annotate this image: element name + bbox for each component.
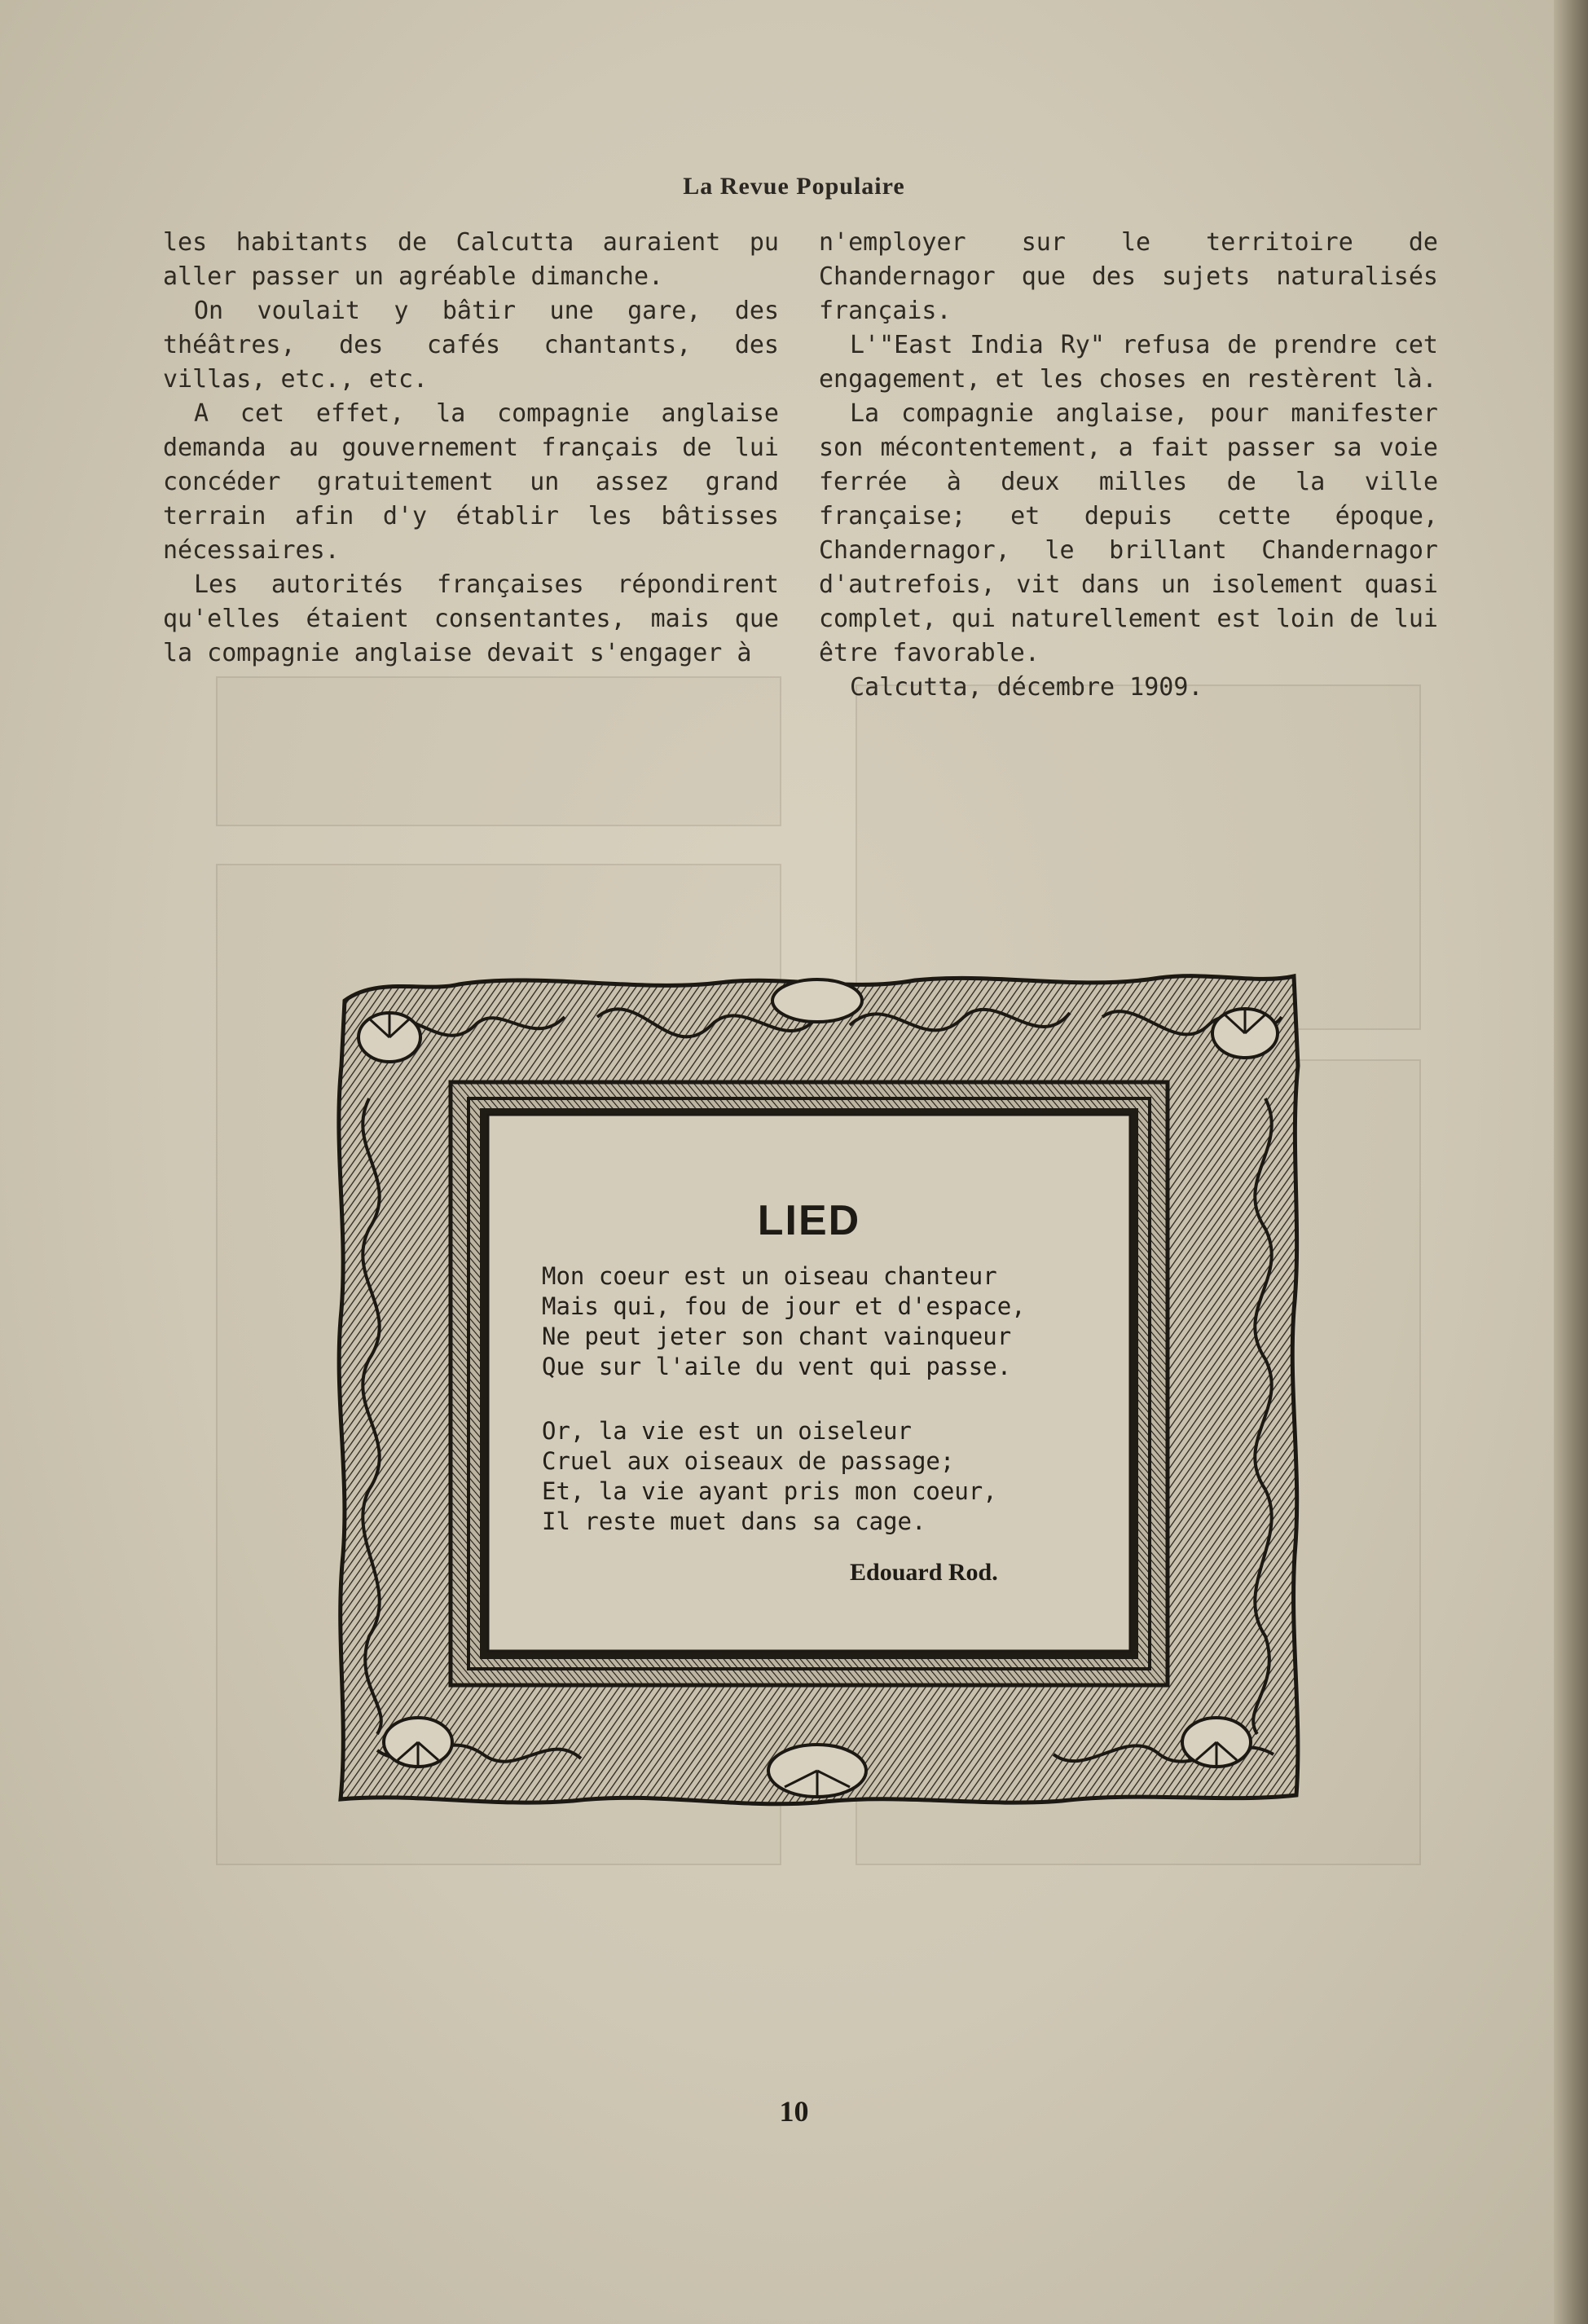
paragraph: L'"East India Ry" refusa de prendre cet engagement, et les choses en restèrent là. (819, 331, 1438, 394)
poem-author: Edouard Rod. (850, 1559, 998, 1586)
paragraph: n'employer sur le territoire de Chandernagor que des sujets naturalisés français. (819, 228, 1438, 325)
paragraph: Les autorités françaises répondirent qu'elles étaient consentantes, mais que la compagnie anglaise devait s'engager à (163, 570, 779, 667)
dateline: Calcutta, décembre 1909. (850, 673, 1203, 702)
poem-title: LIED (757, 1197, 861, 1244)
page-edge-shadow (1554, 0, 1588, 2324)
poem-line: Il reste muet dans sa cage. (542, 1508, 926, 1535)
paragraph: On voulait y bâtir une gare, des théâtres, des cafés chantants, des villas, etc., etc. (163, 297, 779, 394)
ornate-picture-frame (328, 968, 1306, 1809)
poem-line: Ne peut jeter son chant vainqueur (542, 1323, 1012, 1350)
poem-line: Cruel aux oiseaux de passage; (542, 1447, 955, 1475)
running-title: La Revue Populaire (683, 173, 905, 200)
paragraph: A cet effet, la compagnie anglaise demanda au gouvernement français de lui concéder gratuitement un assez grand terrain afin d'y établir les bâtisses nécessaires. (163, 399, 779, 565)
poem-line: Que sur l'aile du vent qui passe. (542, 1353, 1012, 1380)
article-left-column (163, 226, 779, 671)
paragraph: La compagnie anglaise, pour manifester son mécontentement, a fait passer sa voie ferrée à deux milles de la ville française; et depuis cette époque, Chandernagor, le brillant Chandernagor d'autrefois, vit dans un isolement quasi complet, qui naturellement est loin de lui être favorable. (819, 399, 1438, 667)
show-through-block-left (216, 676, 781, 826)
poem-line: Et, la vie ayant pris mon coeur, (542, 1477, 997, 1505)
page-number: 10 (779, 2095, 809, 2128)
article-right-column (819, 226, 1438, 705)
poem-line: Mon coeur est un oiseau chanteur (542, 1262, 997, 1290)
poem-line: Mais qui, fou de jour et d'espace, (542, 1292, 1026, 1320)
poem-line: Or, la vie est un oiseleur (542, 1417, 912, 1445)
paragraph: les habitants de Calcutta auraient pu aller passer un agréable dimanche. (163, 228, 779, 291)
poem-stanza-2 (542, 1416, 1063, 1537)
poem-stanza-1 (542, 1261, 1063, 1382)
frame-illustration (328, 968, 1306, 1809)
